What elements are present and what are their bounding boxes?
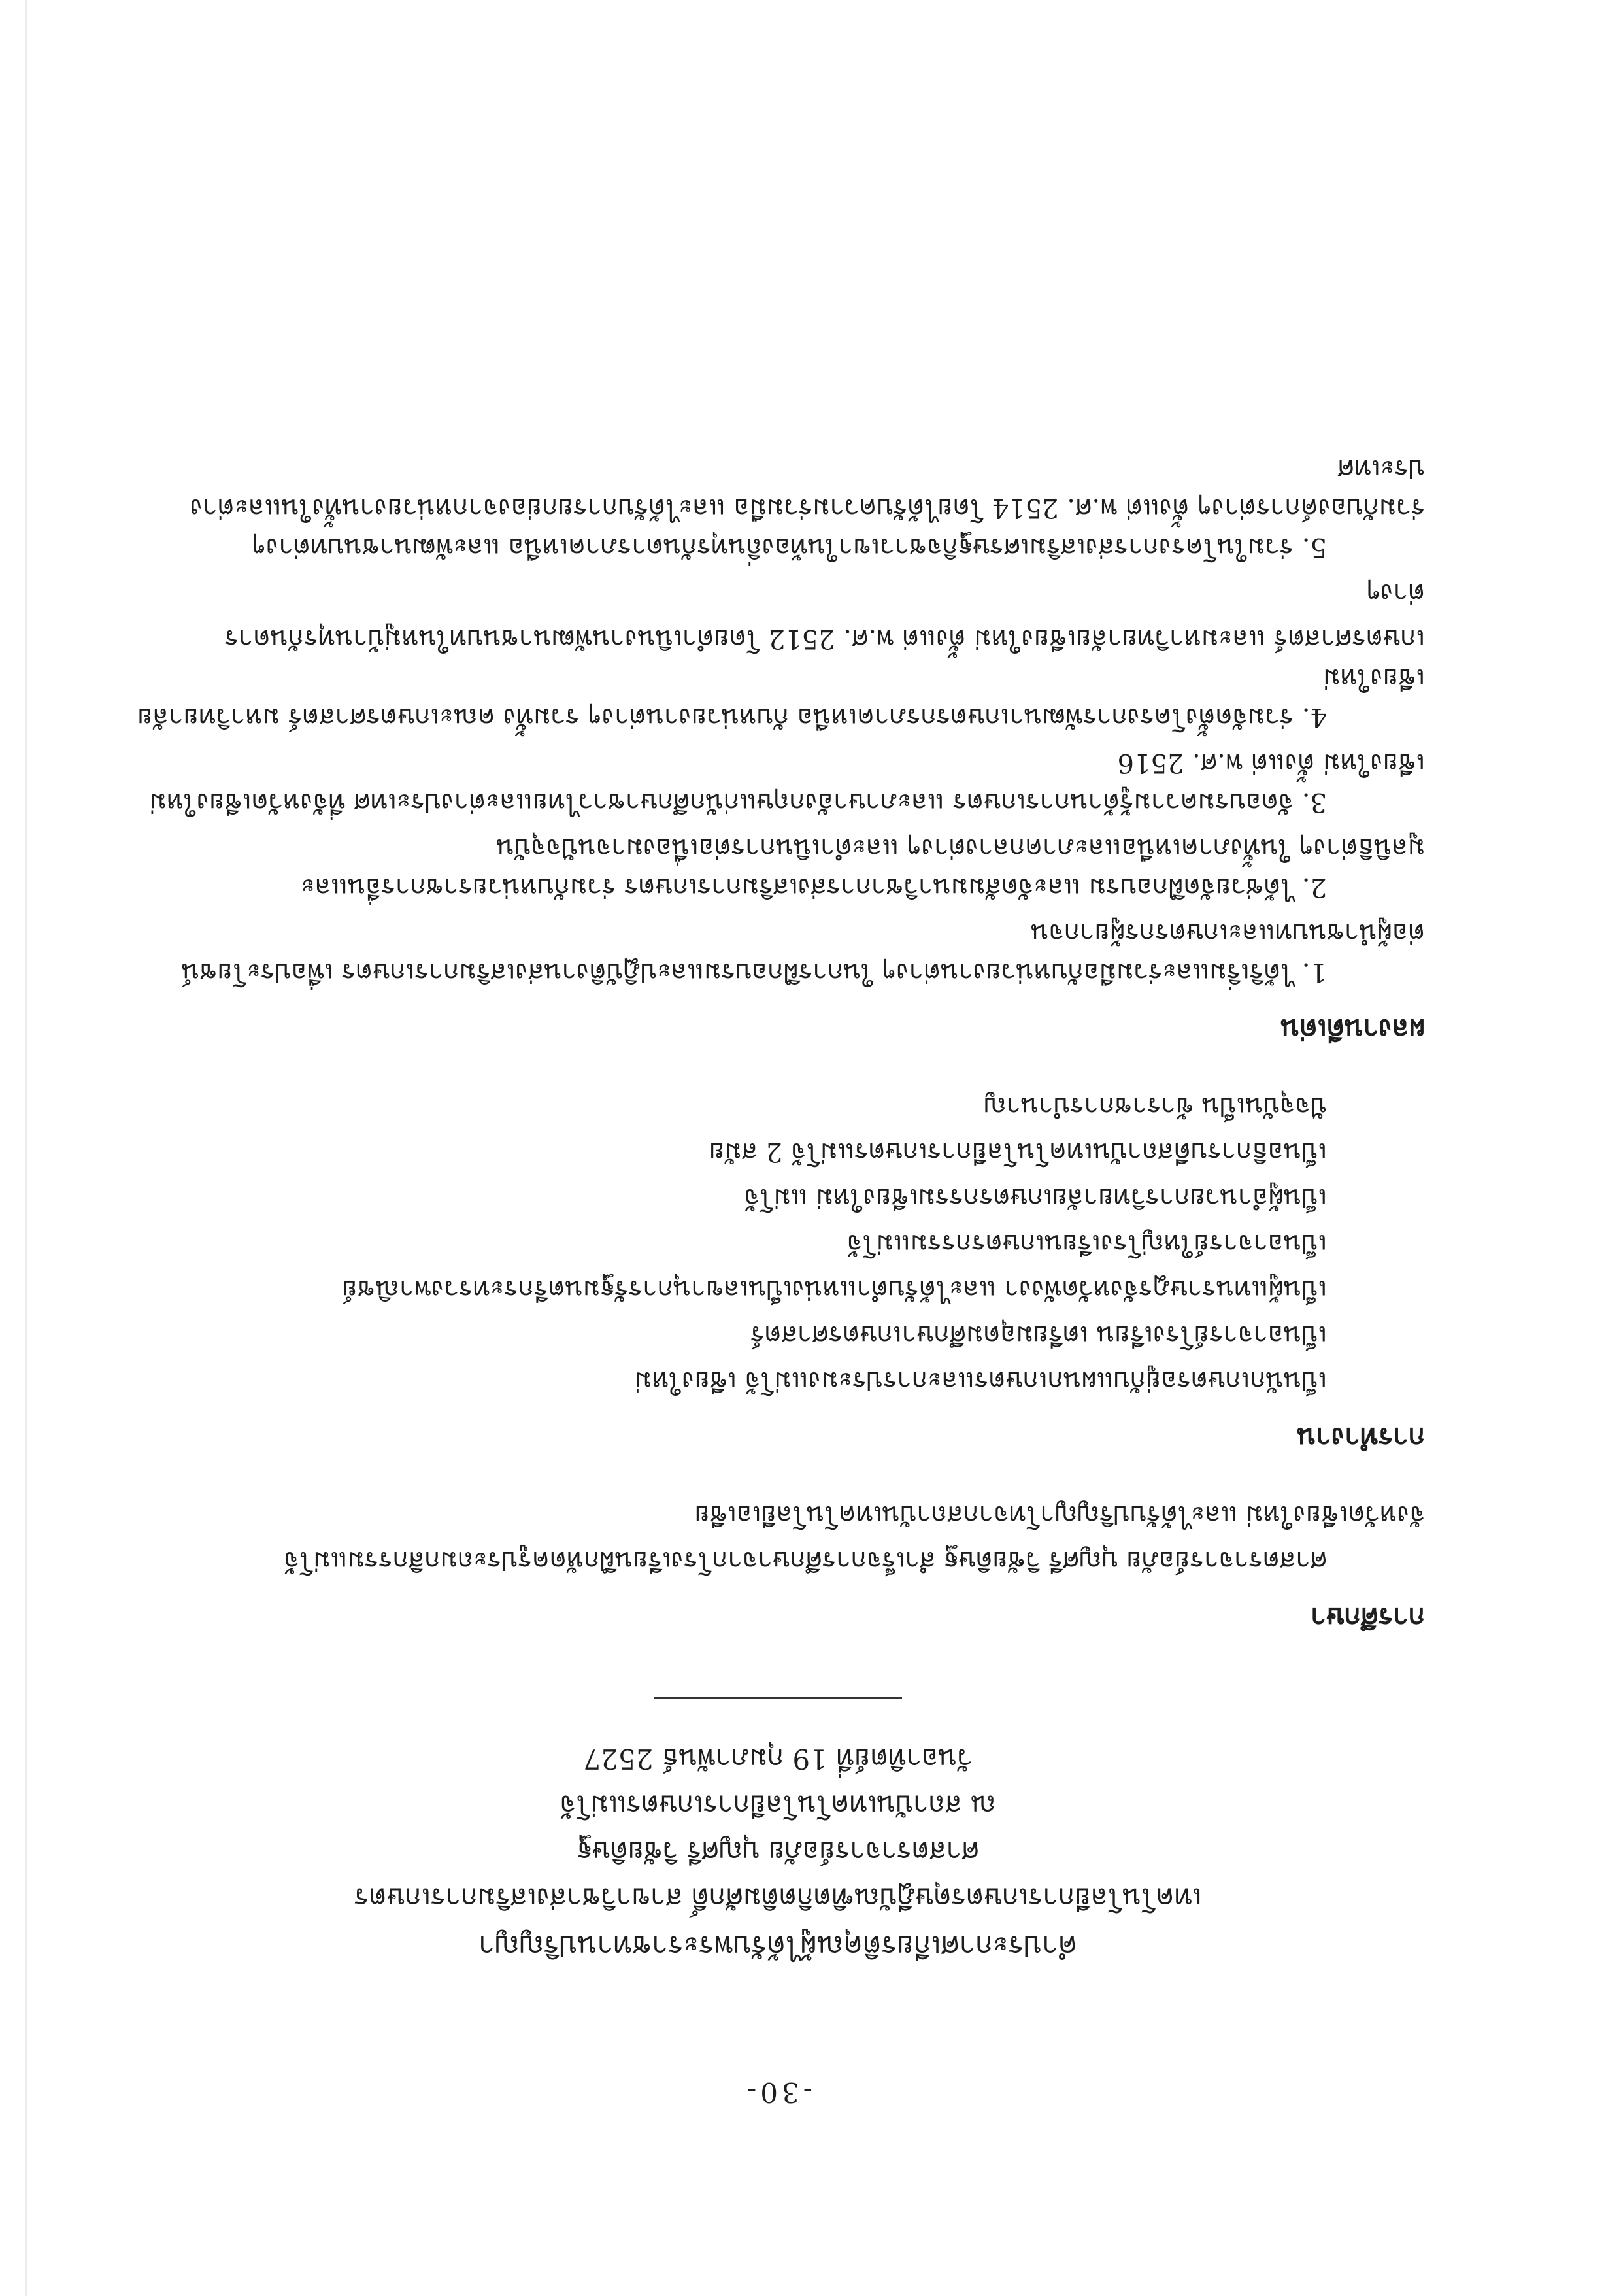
career-item: เป็นผู้อำนวยการวิทยาลัยเกษตรกรรมเชียงใหม่ แม่โจ้	[744, 1183, 1327, 1213]
work-item-5	[131, 449, 1425, 567]
work-item-first-line: 3. จัดอบรมความรู้ด้านการเกษตร และภาษาอังกฤษแก่นักศึกษาชาวไทยและต่างประเทศ ที่จังหวัดเชียงใหม่	[149, 787, 1327, 817]
work-item-continuation: ร่วมกับองค์การต่างๆ ตั้งแต่ พ.ศ. 2514 โดยได้รับความร่วมมือ และได้รับการยกย่องจากหน่วยงานทั้งในและต่างประเทศ	[190, 454, 1425, 523]
work-item-continuation: มูลนิธิต่างๆ ในทั้งภาคเหนือและภาคกลางต่างๆ และดำเนินการต่อเนื่องมาจนปัจจุบัน	[496, 833, 1425, 863]
career-item: เป็นอาจารย์โรงเรียน เตรียมอุดมศึกษาเกษตรศาสตร์	[750, 1320, 1327, 1350]
work-item-first-line: 2. ได้ช่วยจัดฝึกอบรม และจัดสัมมนาวิชาการส่งเสริมการเกษตร ร่วมกับหน่วยราชการอื่นและ	[301, 872, 1327, 902]
work-item-continuation: เชียงใหม่ ตั้งแต่ พ.ศ. 2516	[1117, 748, 1425, 778]
work-item-4	[131, 573, 1425, 737]
career-list	[131, 1087, 1425, 1400]
title-line-5: วันอาทิตย์ที่ 19 กุมภาพันธ์ 2527	[583, 1743, 973, 1775]
title-line-2: เทคโนโลยีการเกษตรดุษฎีบัณฑิตกิตติมศักดิ์ สาขาวิชาส่งเสริมการเกษตร	[354, 1882, 1202, 1914]
career-item: เป็นอาจารย์ใหญ่โรงเรียนเกษตรกรรมแม่โจ้	[846, 1228, 1327, 1258]
work-item-continuation: ต่อผู้นำชนบทและเกษตรกรผู้ยากจน	[1030, 918, 1425, 948]
work-item-first-line: 1. ได้ริเริ่มและร่วมมือกับหน่วยงานต่างๆ ในการฝึกอบรมและปฏิบัติงานส่งเสริมการเกษตร เพื่อประโยชน์	[181, 957, 1327, 987]
education-text-line-1: ศาสตราจารย์อภัย บุญศรี วิชัยดิษฐ สำเร็จการศึกษาจากโรงเรียนฝึกหัดครูประถมกสิกรรมแม่โจ้	[284, 1545, 1327, 1576]
document-content	[131, 443, 1425, 2113]
work-item-continuation: เกษตรศาสตร์ และมหาวิทยาลัยเชียงใหม่ ตั้งแต่ พ.ศ. 2512 โดยดำเนินงานพัฒนาชนบทในหมู่บ้านทุรกันดาร	[224, 624, 1425, 654]
title-block	[131, 1738, 1425, 1967]
page-number: -30-	[743, 2076, 812, 2108]
title-line-4: ณ สถาบันเทคโนโลยีการเกษตรแม่โจ้	[560, 1789, 996, 1821]
work-item-3	[131, 743, 1425, 822]
work-item-first-line: 5. ร่วมในโครงการส่งเสริมเศรษฐกิจชาวเขาในท้องถิ่นทุรกันดารภาคเหนือ และพัฒนาชนบทต่างๆ	[252, 532, 1327, 562]
career-item: เป็นผู้แทนราษฎรจังหวัดพังงา และได้รับตำแหน่งเป็นเลขานุการรัฐมนตรีกระทรวงพาณิชย์	[342, 1274, 1327, 1304]
works-list	[131, 449, 1425, 992]
title-line-3: ศาสตราจารย์อภัย บุญศรี วิชัยดิษฐ	[577, 1836, 979, 1868]
scan-edge-shadow	[25, 0, 27, 2296]
work-item-2	[131, 828, 1425, 907]
work-item-1	[131, 913, 1425, 992]
work-item-continuation: ต่างๆ	[1366, 578, 1425, 608]
education-heading: การศึกษา	[1311, 1602, 1425, 1634]
work-item-first-line: 4. ร่วมจัดตั้งโครงการพัฒนาเกษตรกรภาคเหนือ กับหน่วยงานต่างๆ รวมทั้ง คณะเกษตรศาสตร์ มหาวิทยาลัยเชียงใหม่	[137, 663, 1425, 732]
career-heading: การทำงาน	[1297, 1422, 1425, 1454]
career-item: เป็นนักเกษตรอยู่กับแผนกเกษตรและการประมงแม่โจ้ เชียงใหม่	[634, 1366, 1327, 1396]
career-item: เป็นอธิการบดีสถาบันเทคโนโลยีการเกษตรแม่โจ้ 2 สมัย	[709, 1137, 1327, 1167]
title-divider	[654, 1697, 902, 1699]
education-text-line-2: จังหวัดเชียงใหม่ และได้รับปริญญาโทจากสถาบันเทคโนโลยีเอเชีย	[694, 1500, 1425, 1530]
career-item: ปัจจุบันเป็น ข้าราชการบำนาญ	[984, 1091, 1327, 1121]
works-heading: ผลงานดีเด่น	[1280, 1013, 1425, 1045]
title-line-1: คำประกาศเกียรติคุณผู้ได้รับพระราชทานปริญญา	[478, 1929, 1078, 1963]
